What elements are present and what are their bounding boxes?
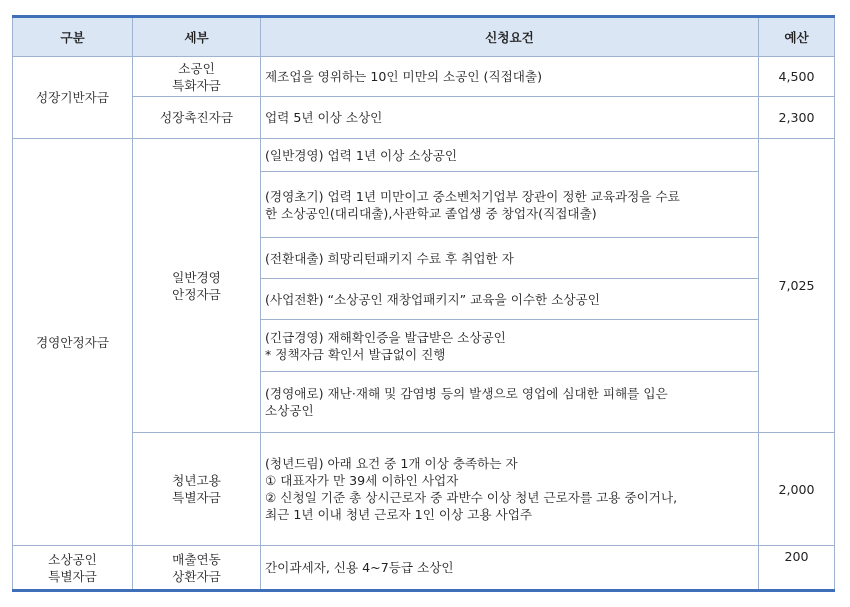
requirement-cell: 간이과세자, 신용 4~7등급 소상인 [261,546,759,591]
requirement-cell: (사업전환) “소상공인 재창업패키지” 교육을 이수한 소상공인 [261,279,759,320]
requirement-line: 한 소상공인(대리대출),사관학교 졸업생 중 창업자(직접대출) [265,205,597,221]
budget-cell: 2,000 [759,433,835,546]
category-growth: 성장기반자금 [13,57,133,139]
detail-general-stability [133,139,261,433]
category-special [13,546,133,591]
detail-special-manufacturer [133,57,261,97]
header-row [13,17,835,57]
requirement-line: 최근 1년 이내 청년 근로자 1인 이상 고용 사업주 [265,507,533,522]
requirement-cell: 업력 5년 이상 소상인 [261,97,759,139]
table-row [13,433,835,546]
requirement-line: (긴급경영) 재해확인증을 발급받은 소상공인 [265,329,506,345]
table-row [13,139,835,172]
requirement-cell [261,172,759,238]
category-line: 특별자금 [48,568,97,584]
detail-line: 일반경영 [172,269,221,285]
requirement-cell [261,372,759,433]
budget-cell: 200 [759,546,835,591]
table-row [13,57,835,97]
detail-youth-employment [133,433,261,546]
category-stability: 경영안정자금 [13,139,133,546]
requirement-line: (경영초기) 업력 1년 미만이고 중소벤처기업부 장관이 정한 교육과정을 수료 [265,188,680,204]
header-category: 구분 [13,17,133,57]
detail-growth-promotion: 성장촉진자금 [133,97,261,139]
detail-line: 특화자금 [172,77,221,93]
detail-line: 소공인 [178,60,215,76]
detail-line: 특별자금 [172,490,221,505]
requirement-line: (경영애로) 재난·재해 및 감염병 등의 발생으로 영업에 심대한 피해를 입은 [265,386,668,401]
header-detail: 세부 [133,17,261,57]
table-row [13,97,835,139]
requirement-line: * 정책자금 확인서 발급없이 진행 [265,346,446,362]
detail-line: 상환자금 [172,568,221,584]
header-budget: 예산 [759,17,835,57]
header-requirements: 신청요건 [261,17,759,57]
budget-cell: 7,025 [759,139,835,433]
requirement-cell [261,433,759,546]
detail-line: 청년고용 [172,473,221,488]
requirement-line: 소상공인 [265,403,314,418]
budget-cell: 4,500 [759,57,835,97]
requirement-cell: 제조업을 영위하는 10인 미만의 소공인 (직접대출) [261,57,759,97]
detail-line: 매출연동 [172,551,221,567]
requirement-line: ② 신청일 기준 총 상시근로자 중 과반수 이상 청년 근로자를 고용 중이거나, [265,490,678,505]
requirement-line: ① 대표자가 만 39세 이하인 사업자 [265,473,459,488]
detail-revenue-linked [133,546,261,591]
table-row [13,546,835,591]
category-line: 소상공인 [48,551,97,567]
loan-requirements-table [12,15,835,592]
budget-cell: 2,300 [759,97,835,139]
detail-line: 안정자금 [172,286,221,302]
requirement-cell: (전환대출) 희망리턴패키지 수료 후 취업한 자 [261,238,759,279]
requirement-line: (청년드림) 아래 요건 중 1개 이상 충족하는 자 [265,456,518,471]
requirement-cell [261,320,759,372]
requirement-cell: (일반경영) 업력 1년 이상 소상공인 [261,139,759,172]
